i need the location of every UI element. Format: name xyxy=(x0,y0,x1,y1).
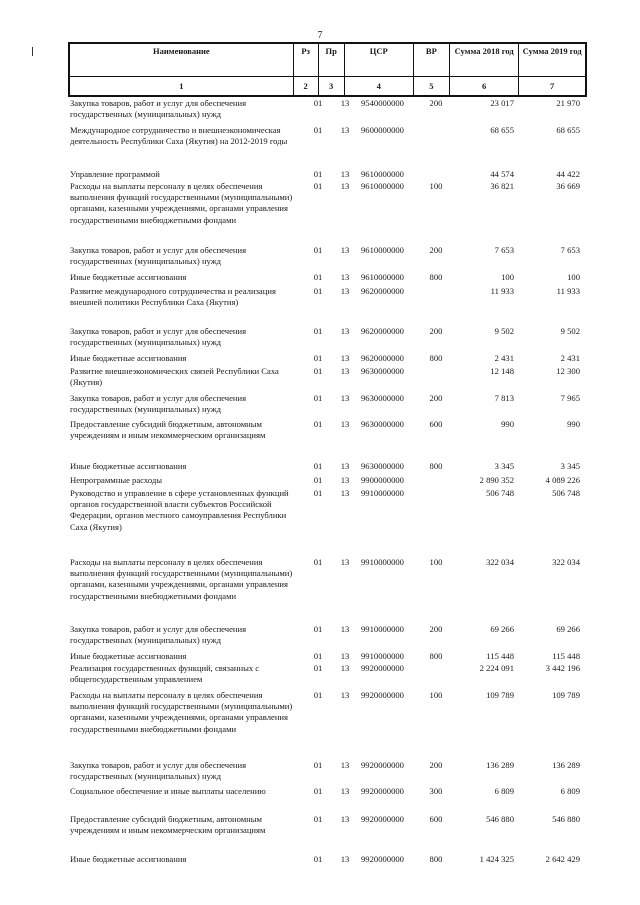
cell-csr: 9920000000 xyxy=(361,690,404,700)
cell-name: Закупка товаров, работ и услуг для обеспечения государственных (муниципальных) нужд xyxy=(70,98,247,120)
cell-s19: 100 xyxy=(567,272,580,282)
page-number: 7 xyxy=(317,30,323,41)
cell-vr: 800 xyxy=(429,461,443,471)
header-name: Наименование xyxy=(70,44,294,77)
cell-csr: 9920000000 xyxy=(361,760,404,770)
header-num-2: 2 xyxy=(293,76,318,95)
cell-csr: 9610000000 xyxy=(361,245,404,255)
cell-rz: 01 xyxy=(313,326,323,336)
cell-name: Реализация государственных функций, связанных с общегосударственным управлением xyxy=(70,663,260,685)
cell-vr: 100 xyxy=(429,557,443,567)
header-num-1: 1 xyxy=(70,76,294,95)
cell-pr: 13 xyxy=(340,760,350,770)
cell-name: Социальное обеспечение и иные выплаты населению xyxy=(70,786,266,796)
cell-s19: 546 880 xyxy=(552,814,580,824)
cell-s18: 136 289 xyxy=(486,760,514,770)
cell-s19: 990 xyxy=(567,419,580,429)
cell-name: Иные бюджетные ассигнования xyxy=(70,854,187,864)
cell-rz: 01 xyxy=(313,286,323,296)
cell-vr: 200 xyxy=(429,245,443,255)
cell-rz: 01 xyxy=(313,125,323,135)
cell-s19: 115 448 xyxy=(552,651,580,661)
cell-s19: 21 970 xyxy=(556,98,580,108)
cell-csr: 9630000000 xyxy=(361,366,404,376)
cell-name: Иные бюджетные ассигнования xyxy=(70,651,187,661)
cell-name: Расходы на выплаты персоналу в целях обеспечения выполнения функций государственными (муниципальными) органами, казенными учреждениями, органами управления государственными внебюджетными фондами xyxy=(70,690,293,734)
cell-vr: 800 xyxy=(429,651,443,661)
cell-csr: 9920000000 xyxy=(361,786,404,796)
cell-s18: 3 345 xyxy=(494,461,514,471)
cell-csr: 9920000000 xyxy=(361,854,404,864)
cell-s18: 7 813 xyxy=(494,393,514,403)
cell-name: Руководство и управление в сфере установленных функций органов государственной власти субъектов Российской Федерации, органов местного самоуправления Республики Саха (Якутия) xyxy=(70,488,289,532)
cell-s18: 2 431 xyxy=(494,353,514,363)
cell-rz: 01 xyxy=(313,393,323,403)
cell-csr: 9630000000 xyxy=(361,461,404,471)
cell-s19: 322 034 xyxy=(552,557,580,567)
cell-csr: 9910000000 xyxy=(361,651,404,661)
cell-pr: 13 xyxy=(340,663,350,673)
cell-rz: 01 xyxy=(313,854,323,864)
cell-s19: 506 748 xyxy=(552,488,580,498)
cell-pr: 13 xyxy=(340,690,350,700)
header-csr: ЦСР xyxy=(344,44,413,77)
header-num-5: 5 xyxy=(413,76,449,95)
cell-rz: 01 xyxy=(313,169,323,179)
cell-s19: 11 933 xyxy=(556,286,580,296)
cell-s18: 12 148 xyxy=(490,366,514,376)
cell-vr: 200 xyxy=(429,326,443,336)
cell-s18: 109 789 xyxy=(486,690,514,700)
cell-rz: 01 xyxy=(313,475,323,485)
cell-csr: 9620000000 xyxy=(361,353,404,363)
cell-pr: 13 xyxy=(340,461,350,471)
cell-csr: 9610000000 xyxy=(361,169,404,179)
cell-name: Управление программой xyxy=(70,169,160,179)
cell-s18: 7 653 xyxy=(494,245,514,255)
cell-vr: 200 xyxy=(429,624,443,634)
cell-pr: 13 xyxy=(340,854,350,864)
cell-pr: 13 xyxy=(340,786,350,796)
cell-vr: 800 xyxy=(429,353,443,363)
cell-s18: 2 224 091 xyxy=(479,663,514,673)
cell-s19: 4 089 226 xyxy=(545,475,580,485)
cell-pr: 13 xyxy=(340,169,350,179)
cell-csr: 9620000000 xyxy=(361,286,404,296)
cell-name: Развитие внешнеэкономических связей Республики Саха (Якутия) xyxy=(70,366,279,388)
cell-s18: 44 574 xyxy=(490,169,514,179)
cell-vr: 200 xyxy=(429,98,443,108)
cell-pr: 13 xyxy=(340,814,350,824)
cell-rz: 01 xyxy=(313,272,323,282)
cell-vr: 600 xyxy=(429,814,443,824)
cell-s18: 2 890 352 xyxy=(479,475,514,485)
cell-rz: 01 xyxy=(313,461,323,471)
cell-name: Непрограммные расходы xyxy=(70,475,163,485)
cell-rz: 01 xyxy=(313,760,323,770)
cell-rz: 01 xyxy=(313,245,323,255)
cell-rz: 01 xyxy=(313,419,323,429)
table-header xyxy=(68,42,587,97)
cell-s19: 2 431 xyxy=(560,353,580,363)
cell-s18: 69 266 xyxy=(490,624,514,634)
cell-vr: 800 xyxy=(429,854,443,864)
cell-rz: 01 xyxy=(313,488,323,498)
header-num-4: 4 xyxy=(344,76,413,95)
cell-s18: 23 017 xyxy=(490,98,514,108)
cell-vr: 800 xyxy=(429,272,443,282)
cell-pr: 13 xyxy=(340,245,350,255)
cell-pr: 13 xyxy=(340,286,350,296)
cell-pr: 13 xyxy=(340,393,350,403)
cell-rz: 01 xyxy=(313,353,323,363)
cell-s19: 44 422 xyxy=(556,169,580,179)
cell-s18: 11 933 xyxy=(490,286,514,296)
cell-pr: 13 xyxy=(340,353,350,363)
cell-s18: 9 502 xyxy=(494,326,514,336)
cell-s18: 546 880 xyxy=(486,814,514,824)
cell-csr: 9610000000 xyxy=(361,181,404,191)
cell-name: Иные бюджетные ассигнования xyxy=(70,353,187,363)
cell-csr: 9600000000 xyxy=(361,125,404,135)
cell-s19: 68 655 xyxy=(556,125,580,135)
cell-csr: 9900000000 xyxy=(361,475,404,485)
cell-s19: 9 502 xyxy=(560,326,580,336)
header-pr: Пр xyxy=(318,44,344,77)
cell-s18: 6 809 xyxy=(494,786,514,796)
header-sum-2018: Сумма 2018 год xyxy=(449,44,518,77)
cell-pr: 13 xyxy=(340,624,350,634)
header-sum-2019: Сумма 2019 год xyxy=(519,44,586,77)
cell-s19: 136 289 xyxy=(552,760,580,770)
cell-pr: 13 xyxy=(340,475,350,485)
cell-rz: 01 xyxy=(313,651,323,661)
cell-pr: 13 xyxy=(340,366,350,376)
cell-rz: 01 xyxy=(313,557,323,567)
cell-s19: 7 965 xyxy=(560,393,580,403)
cell-rz: 01 xyxy=(313,814,323,824)
cell-csr: 9610000000 xyxy=(361,272,404,282)
cell-name: Закупка товаров, работ и услуг для обеспечения государственных (муниципальных) нужд xyxy=(70,326,247,348)
cell-name: Международное сотрудничество и внешнеэкономическая деятельность Республики Саха (Якутия) на 2012-2019 годы xyxy=(70,125,288,147)
cell-name: Предоставление субсидий бюджетным, автономным учреждениям и иным некоммерческим организациям xyxy=(70,814,266,836)
cell-name: Закупка товаров, работ и услуг для обеспечения государственных (муниципальных) нужд xyxy=(70,245,247,267)
cell-rz: 01 xyxy=(313,786,323,796)
cell-name: Закупка товаров, работ и услуг для обеспечения государственных (муниципальных) нужд xyxy=(70,393,247,415)
cell-s19: 36 669 xyxy=(556,181,580,191)
cell-rz: 01 xyxy=(313,663,323,673)
cell-vr: 100 xyxy=(429,690,443,700)
cell-rz: 01 xyxy=(313,181,323,191)
cell-csr: 9920000000 xyxy=(361,814,404,824)
cell-name: Закупка товаров, работ и услуг для обеспечения государственных (муниципальных) нужд xyxy=(70,760,247,782)
cell-csr: 9910000000 xyxy=(361,557,404,567)
cell-s18: 506 748 xyxy=(486,488,514,498)
cell-s19: 6 809 xyxy=(560,786,580,796)
cell-pr: 13 xyxy=(340,488,350,498)
cell-rz: 01 xyxy=(313,366,323,376)
cell-pr: 13 xyxy=(340,326,350,336)
cell-csr: 9910000000 xyxy=(361,624,404,634)
cell-vr: 200 xyxy=(429,393,443,403)
cell-name: Иные бюджетные ассигнования xyxy=(70,461,187,471)
cell-csr: 9910000000 xyxy=(361,488,404,498)
cell-pr: 13 xyxy=(340,181,350,191)
cell-s18: 115 448 xyxy=(486,651,514,661)
cell-s18: 322 034 xyxy=(486,557,514,567)
cell-vr: 100 xyxy=(429,181,443,191)
header-num-6: 6 xyxy=(449,76,518,95)
cell-vr: 300 xyxy=(429,786,443,796)
cell-csr: 9540000000 xyxy=(361,98,404,108)
cell-pr: 13 xyxy=(340,557,350,567)
cell-pr: 13 xyxy=(340,98,350,108)
cell-pr: 13 xyxy=(340,419,350,429)
cell-csr: 9620000000 xyxy=(361,326,404,336)
cell-pr: 13 xyxy=(340,272,350,282)
header-vr: ВР xyxy=(413,44,449,77)
cell-s18: 68 655 xyxy=(490,125,514,135)
cell-s19: 3 442 196 xyxy=(545,663,580,673)
header-rz: Рз xyxy=(293,44,318,77)
cell-s19: 3 345 xyxy=(560,461,580,471)
cell-csr: 9630000000 xyxy=(361,419,404,429)
cell-name: Закупка товаров, работ и услуг для обеспечения государственных (муниципальных) нужд xyxy=(70,624,247,646)
cell-name: Предоставление субсидий бюджетным, автономным учреждениям и иным некоммерческим организациям xyxy=(70,419,266,441)
cell-s18: 1 424 325 xyxy=(479,854,514,864)
cell-name: Иные бюджетные ассигнования xyxy=(70,272,187,282)
cell-s19: 69 266 xyxy=(556,624,580,634)
cell-rz: 01 xyxy=(313,98,323,108)
cell-s18: 100 xyxy=(501,272,514,282)
cell-csr: 9630000000 xyxy=(361,393,404,403)
cell-s19: 12 300 xyxy=(556,366,580,376)
cell-csr: 9920000000 xyxy=(361,663,404,673)
cell-vr: 600 xyxy=(429,419,443,429)
cell-s19: 7 653 xyxy=(560,245,580,255)
cell-name: Развитие международного сотрудничества и реализация внешней политики Республики Саха (Якутия) xyxy=(70,286,276,308)
cell-rz: 01 xyxy=(313,624,323,634)
cell-pr: 13 xyxy=(340,125,350,135)
cell-s18: 36 821 xyxy=(490,181,514,191)
header-num-3: 3 xyxy=(318,76,344,95)
cell-s19: 109 789 xyxy=(552,690,580,700)
margin-mark xyxy=(32,47,33,56)
cell-s19: 2 642 429 xyxy=(545,854,580,864)
header-num-7: 7 xyxy=(519,76,586,95)
cell-pr: 13 xyxy=(340,651,350,661)
cell-s18: 990 xyxy=(501,419,514,429)
cell-vr: 200 xyxy=(429,760,443,770)
cell-name: Расходы на выплаты персоналу в целях обеспечения выполнения функций государственными (муниципальными) органами, казенными учреждениями, органами управления государственными внебюджетными фондами xyxy=(70,557,293,601)
cell-rz: 01 xyxy=(313,690,323,700)
cell-name: Расходы на выплаты персоналу в целях обеспечения выполнения функций государственными (муниципальными) органами, казенными учреждениями, органами управления государственными внебюджетными фондами xyxy=(70,181,293,225)
